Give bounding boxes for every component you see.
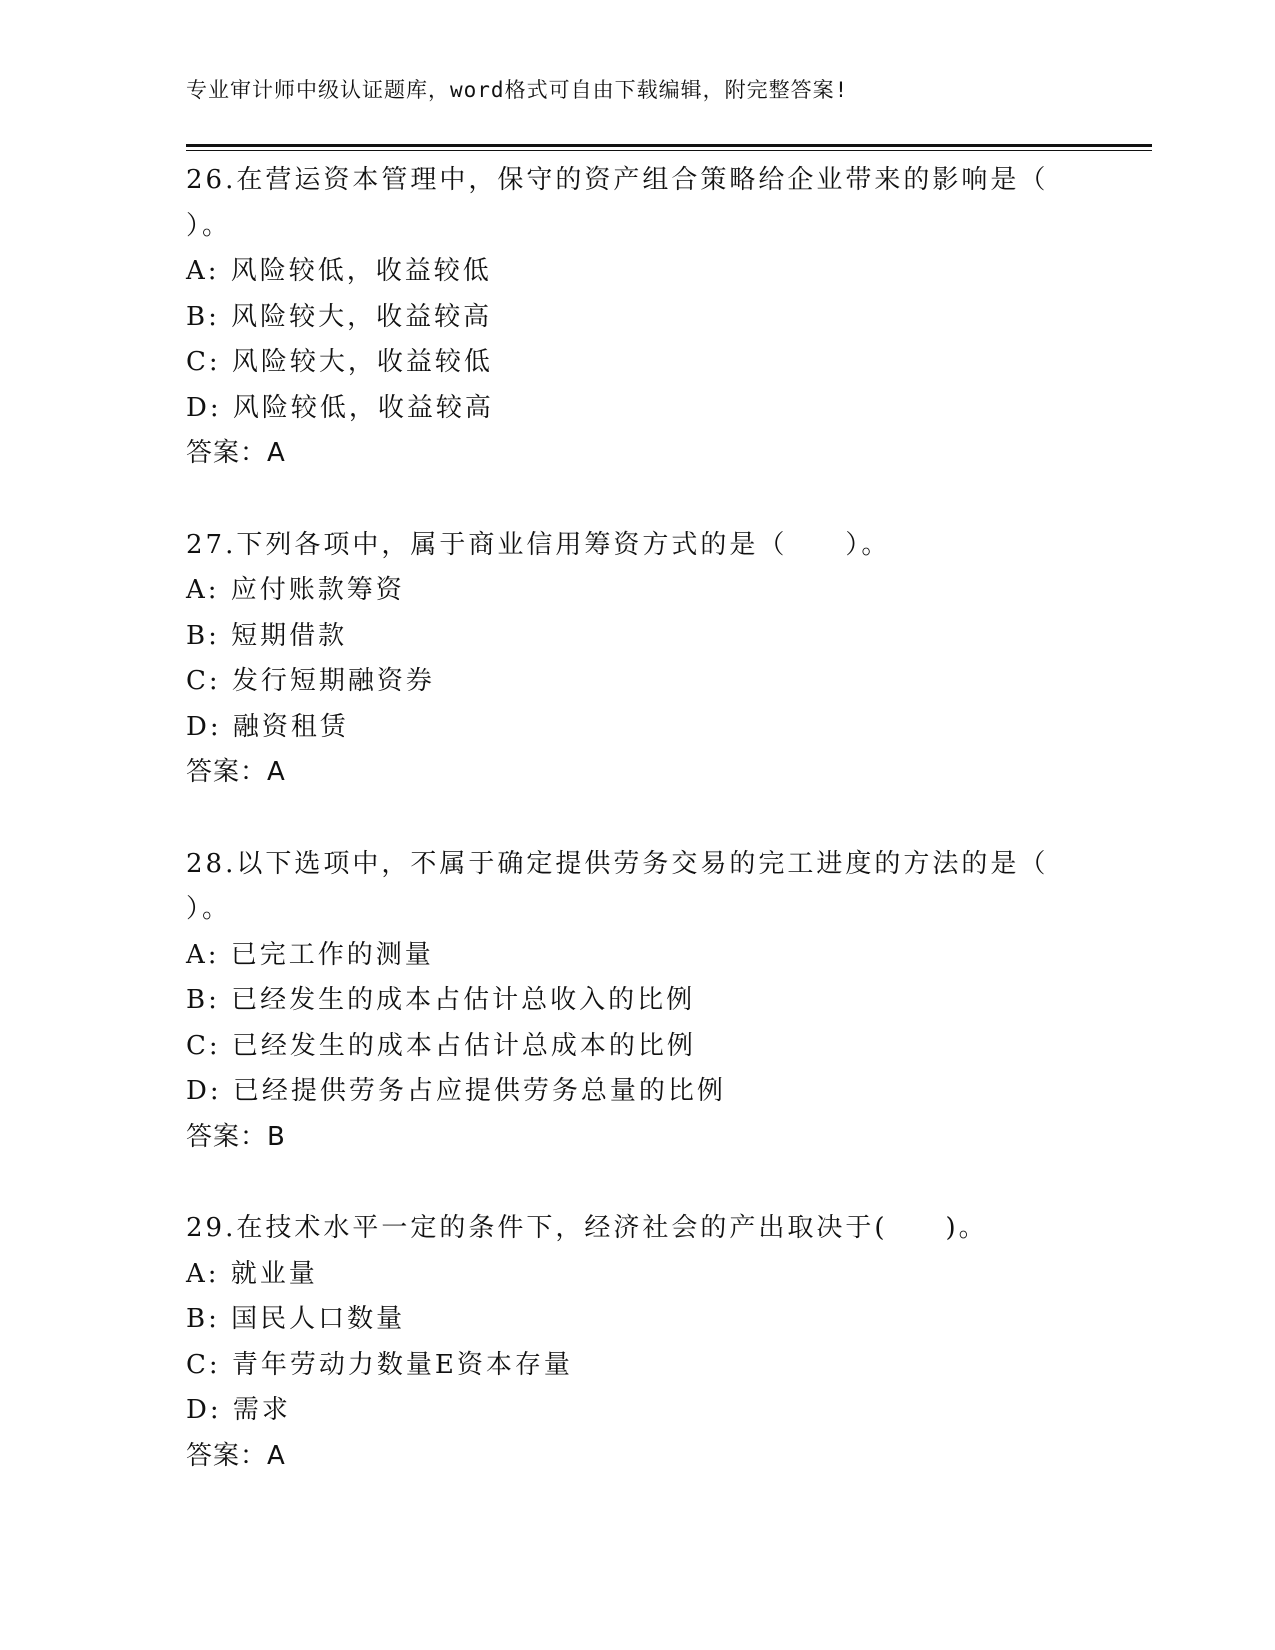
option-d: D: 需求 xyxy=(186,1395,291,1425)
question-27 xyxy=(186,523,1086,796)
header-rule-thick xyxy=(186,144,1152,147)
question-stem: 28.以下选项中，不属于确定提供劳务交易的完工进度的方法的是（ xyxy=(186,848,1049,879)
option-a: A: 风险较低，收益较低 xyxy=(186,256,492,286)
option-c: C: 风险较大，收益较低 xyxy=(186,347,493,377)
option-b: B: 已经发生的成本占估计总收入的比例 xyxy=(186,985,696,1015)
question-26 xyxy=(186,158,1086,477)
option-b: B: 国民人口数量 xyxy=(186,1304,406,1334)
answer-line: 答案：A xyxy=(186,438,286,468)
option-b: B: 风险较大，收益较高 xyxy=(186,301,493,332)
answer-line: 答案：A xyxy=(186,1440,286,1471)
question-list xyxy=(186,158,1086,1525)
option-a: A: 已完工作的测量 xyxy=(186,939,434,970)
option-d: D: 融资租赁 xyxy=(186,711,349,742)
option-c: C: 发行短期融资券 xyxy=(186,666,435,696)
option-d: D: 已经提供劳务占应提供劳务总量的比例 xyxy=(186,1076,726,1106)
option-a: A: 就业量 xyxy=(186,1258,318,1289)
question-stem: ）。 xyxy=(186,894,232,924)
option-b: B: 短期借款 xyxy=(186,620,348,651)
question-29 xyxy=(186,1206,1086,1479)
question-stem: 27.下列各项中，属于商业信用筹资方式的是（ ）。 xyxy=(186,529,891,560)
question-stem: 26.在营运资本管理中，保守的资产组合策略给企业带来的影响是（ xyxy=(186,165,1049,195)
answer-line: 答案：A xyxy=(186,757,286,787)
option-d: D: 风险较低，收益较高 xyxy=(186,392,494,423)
option-a: A: 应付账款筹资 xyxy=(186,575,405,605)
question-28 xyxy=(186,842,1086,1161)
header-rule-thin xyxy=(186,150,1152,151)
option-c: C: 已经发生的成本占估计总成本的比例 xyxy=(186,1030,696,1061)
question-stem: 29.在技术水平一定的条件下，经济社会的产出取决于( )。 xyxy=(186,1213,988,1243)
question-stem: ）。 xyxy=(186,210,232,241)
page-header: 专业审计师中级认证题库，word格式可自由下载编辑，附完整答案! xyxy=(186,78,849,102)
option-c: C: 青年劳动力数量E资本存量 xyxy=(186,1349,573,1380)
answer-line: 答案：B xyxy=(186,1121,286,1152)
